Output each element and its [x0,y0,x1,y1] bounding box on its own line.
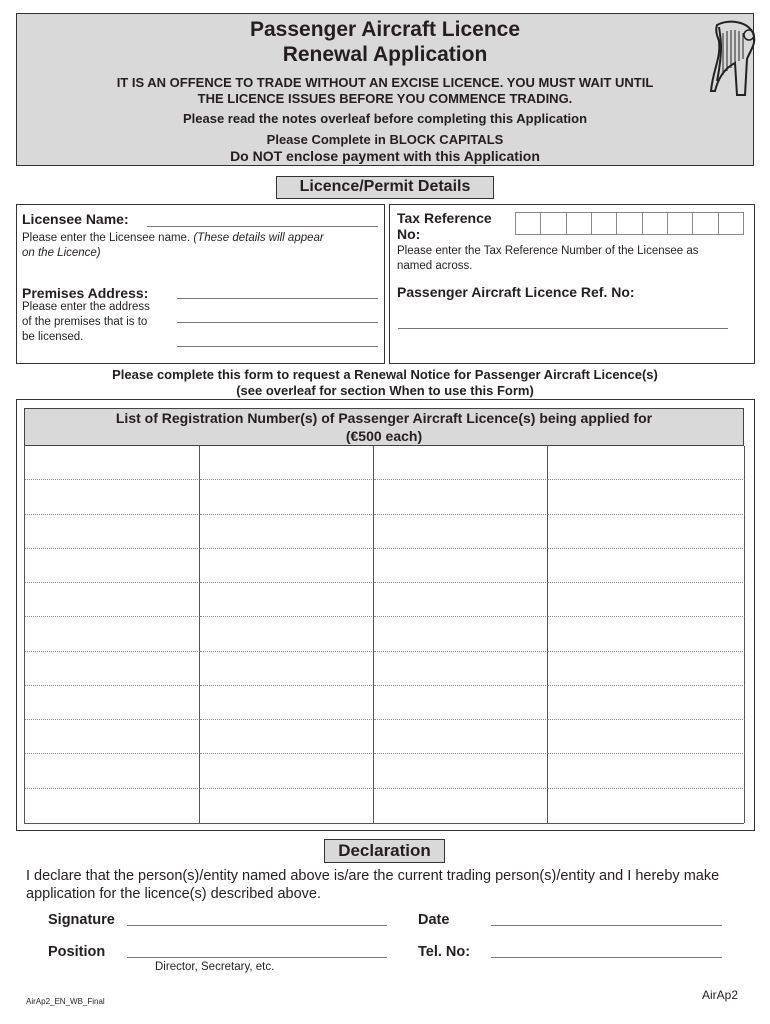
registration-cell[interactable] [548,617,745,651]
licensee-name-field[interactable] [147,226,378,227]
form-title-line2: Renewal Application [282,43,488,66]
registration-cell[interactable] [25,583,200,617]
registration-cell[interactable] [200,515,374,549]
registration-cell[interactable] [374,617,548,651]
registration-cell[interactable] [25,789,200,823]
registration-cell[interactable] [25,446,200,480]
registration-cell[interactable] [548,549,745,583]
section-title-details: Licence/Permit Details [276,176,494,199]
registration-cell[interactable] [25,720,200,754]
tax-reference-label: Tax Reference No: [397,210,492,242]
registration-cell[interactable] [548,754,745,788]
tel-field[interactable] [491,957,722,958]
warning-line2: THE LICENCE ISSUES BEFORE YOU COMMENCE TRADING. [197,91,573,106]
registration-cell[interactable] [548,789,745,823]
registration-cell[interactable] [374,583,548,617]
registration-cell[interactable] [548,720,745,754]
block-capitals-instruction: Please Complete in BLOCK CAPITALS [266,132,504,147]
registration-cell[interactable] [200,480,374,514]
registration-cell[interactable] [25,617,200,651]
date-field[interactable] [491,925,722,926]
registration-header: List of Registration Number(s) of Passenger Aircraft Licence(s) being applied for (€500 each) [24,408,744,446]
declaration-text: I declare that the person(s)/entity named above is/are the current trading person(s)/entity and I hereby make application for the licence(s) described above. [26,868,720,902]
registration-cell[interactable] [374,652,548,686]
registration-cell[interactable] [374,754,548,788]
registration-cell[interactable] [374,446,548,480]
registration-cell[interactable] [548,515,745,549]
registration-cell[interactable] [25,754,200,788]
registration-cell[interactable] [200,549,374,583]
tax-reference-input[interactable] [515,212,744,235]
registration-cell[interactable] [374,720,548,754]
premises-address-field-2[interactable] [177,322,378,323]
registration-table [24,446,744,824]
position-label: Position [48,944,106,960]
registration-cell[interactable] [25,549,200,583]
warning-line1: IT IS AN OFFENCE TO TRADE WITHOUT AN EXCISE LICENCE. YOU MUST WAIT UNTIL [116,75,654,90]
date-label: Date [418,912,450,928]
document-code: AirAp2_EN_WB_Final [26,997,105,1006]
licensee-name-hint: Please enter the Licensee name. (These details will appear on the Licence) [22,232,324,259]
premises-address-field-3[interactable] [177,346,378,347]
tax-reference-hint: Please enter the Tax Reference Number of the Licensee as named across. [397,245,699,272]
registration-cell[interactable] [200,617,374,651]
form-title-line1: Passenger Aircraft Licence [249,18,521,41]
section-title-declaration: Declaration [324,839,445,863]
registration-cell[interactable] [200,583,374,617]
signature-field[interactable] [127,925,387,926]
registration-cell[interactable] [548,686,745,720]
notes-instruction: Please read the notes overleaf before completing this Application [182,111,588,126]
harp-emblem-icon [707,19,759,97]
registration-cell[interactable] [374,789,548,823]
registration-cell[interactable] [374,480,548,514]
signature-label: Signature [48,912,115,928]
registration-cell[interactable] [548,583,745,617]
header-box [16,13,754,166]
registration-cell[interactable] [25,652,200,686]
premises-address-field-1[interactable] [177,298,378,299]
form-code: AirAp2 [702,988,739,1002]
licence-ref-field[interactable] [398,328,728,329]
position-field[interactable] [127,957,387,958]
registration-cell[interactable] [200,446,374,480]
premises-address-label: Premises Address: [22,285,149,301]
renewal-instruction-line2: (see overleaf for section When to use this Form) [236,383,534,398]
renewal-instruction-line1: Please complete this form to request a Renewal Notice for Passenger Aircraft Licence(s) [112,367,658,382]
registration-cell[interactable] [548,652,745,686]
tel-label: Tel. No: [418,944,471,960]
position-hint: Director, Secretary, etc. [155,961,275,973]
registration-cell[interactable] [200,754,374,788]
registration-cell[interactable] [374,686,548,720]
registration-cell[interactable] [548,446,745,480]
registration-cell[interactable] [200,789,374,823]
premises-address-hint: Please enter the address of the premises that is to be licensed. [22,301,150,343]
licensee-name-label: Licensee Name: [22,211,129,227]
registration-cell[interactable] [25,515,200,549]
registration-cell[interactable] [25,686,200,720]
registration-cell[interactable] [200,686,374,720]
no-payment-instruction: Do NOT enclose payment with this Application [230,148,540,164]
registration-cell[interactable] [25,480,200,514]
registration-cell[interactable] [374,515,548,549]
registration-cell[interactable] [374,549,548,583]
registration-cell[interactable] [200,720,374,754]
licence-ref-label: Passenger Aircraft Licence Ref. No: [397,284,635,300]
registration-cell[interactable] [200,652,374,686]
registration-cell[interactable] [548,480,745,514]
